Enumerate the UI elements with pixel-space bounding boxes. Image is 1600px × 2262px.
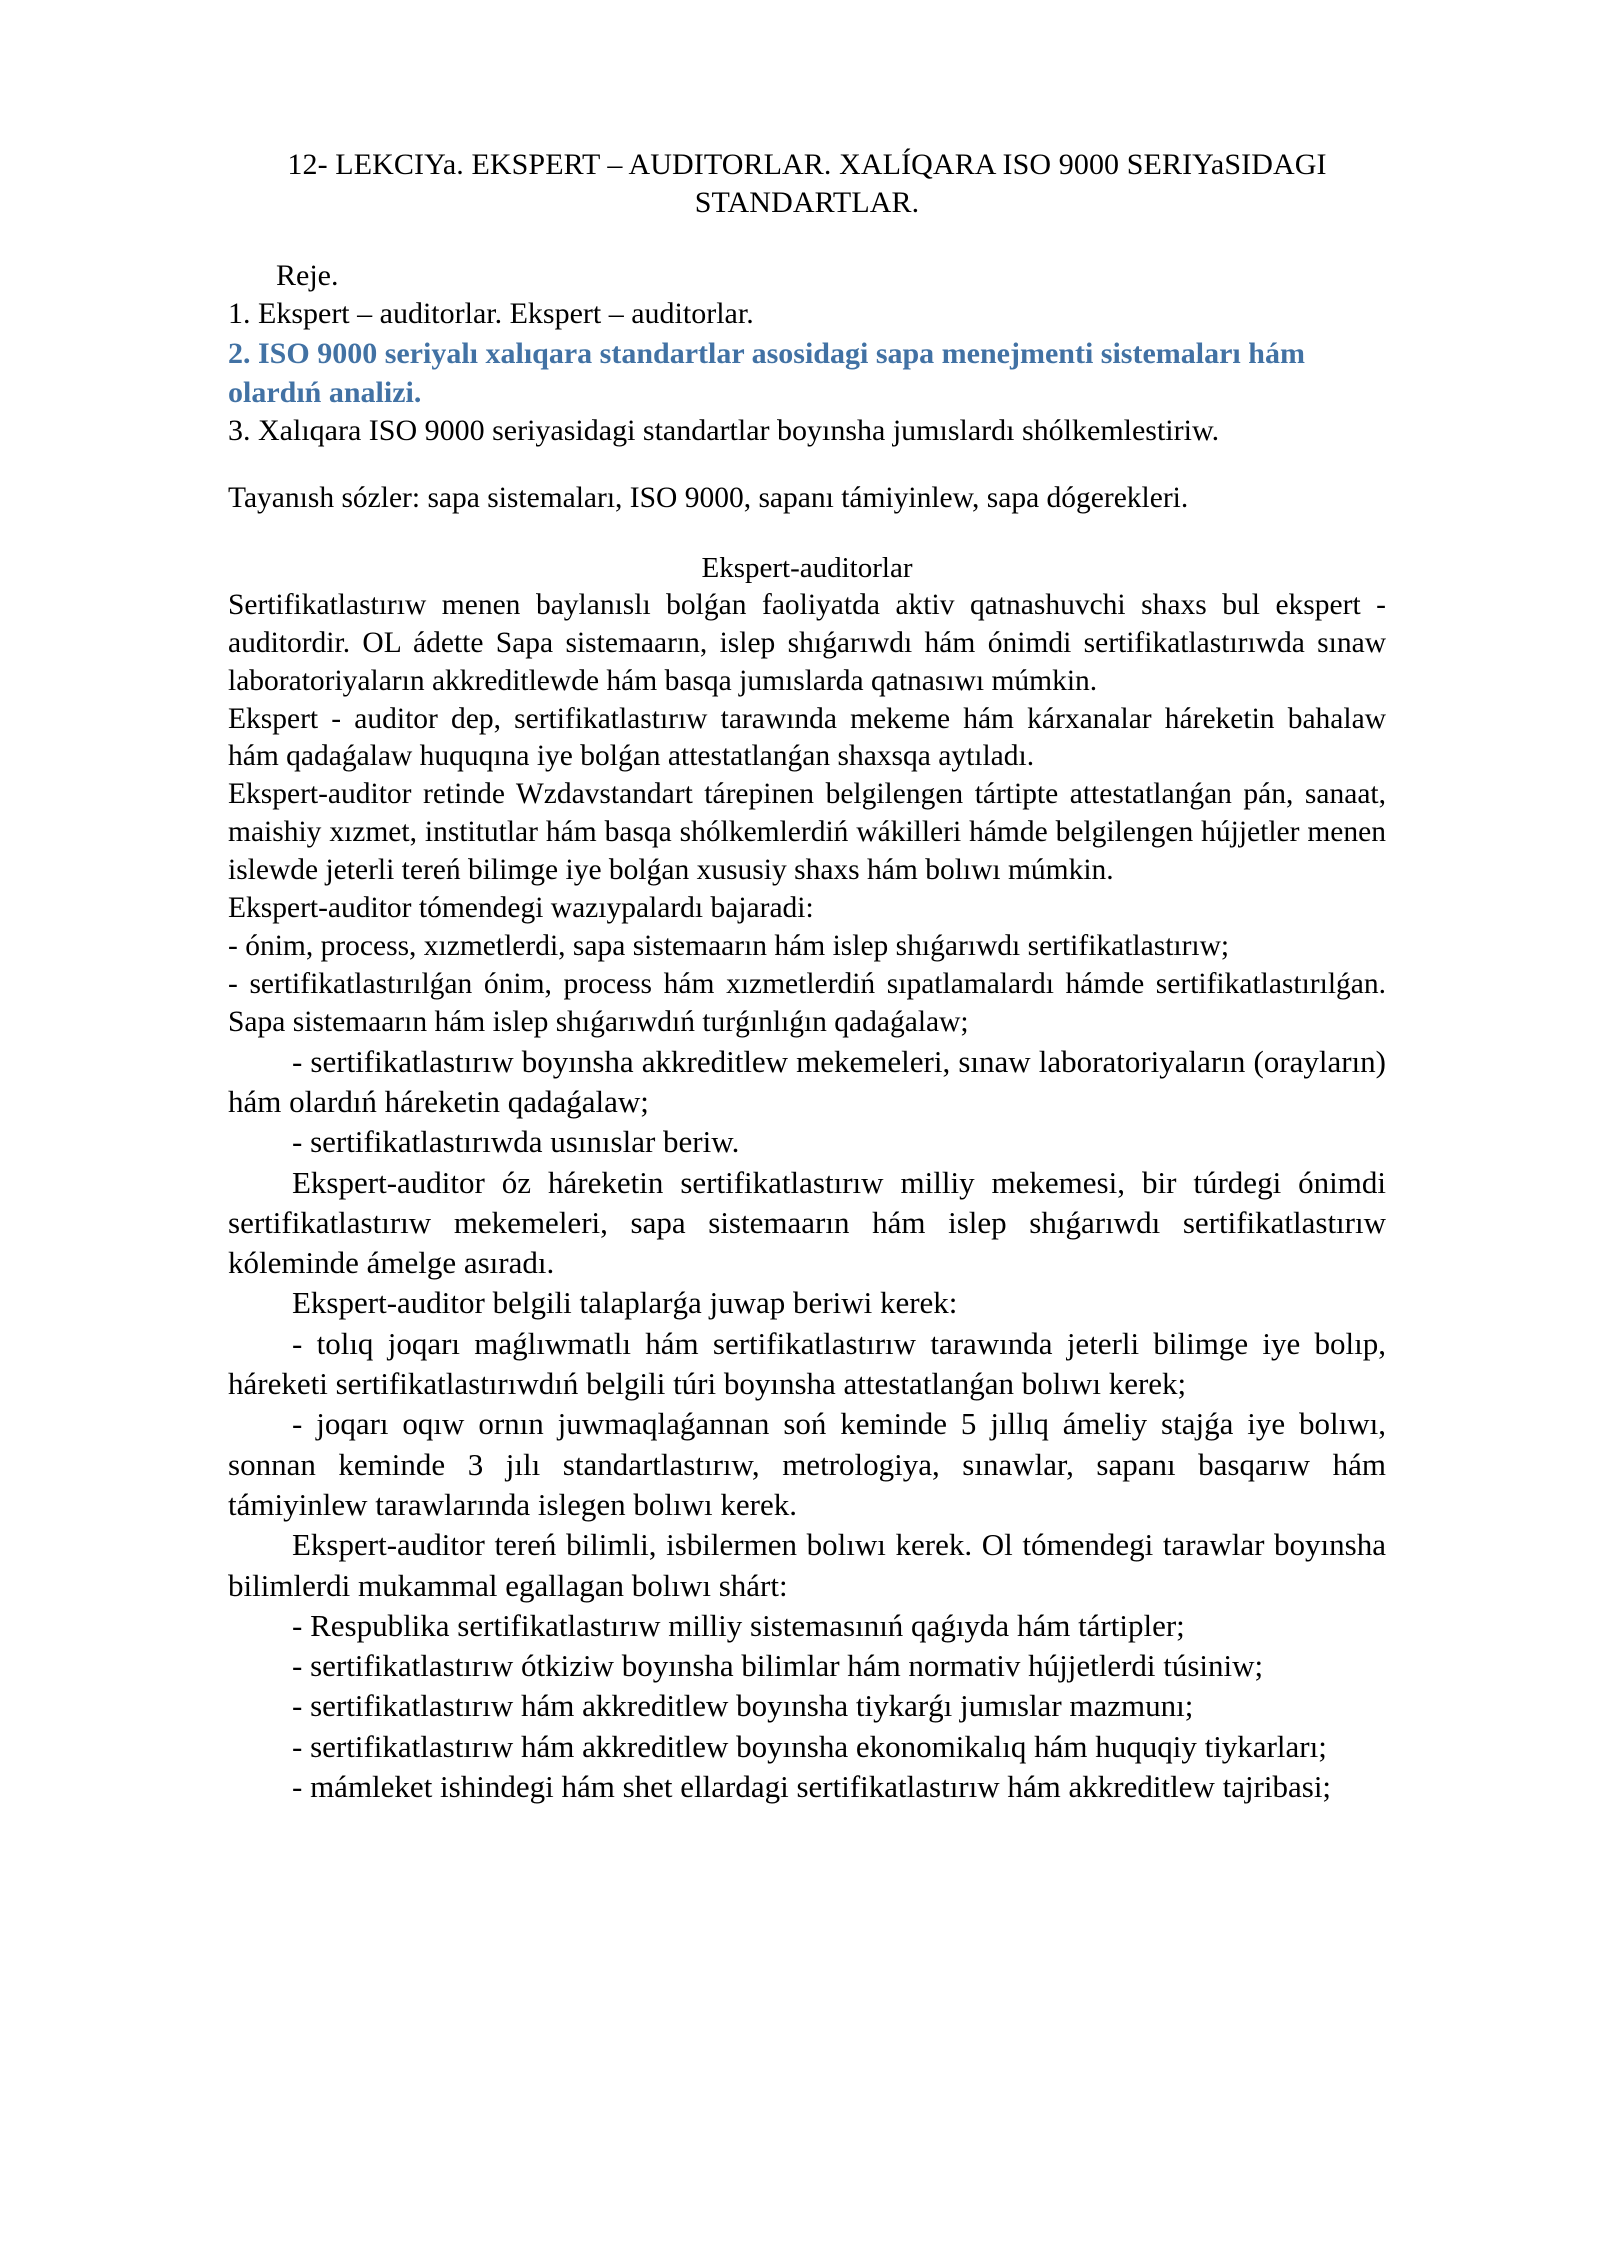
- paragraph-1: Sertifikatlastırıw menen baylanıslı bolǵan faoliyatda aktiv qatnashuvchi shaxs bul ekspert - auditordir. OL ádette Sapa sistemaarın, islep shıǵarıwdı hám ónimdi sertifikatlastırıwda sınaw laboratoriyaların akkreditlewde hám basqa jumıslarda qatnasıwı múmkin.: [228, 588, 1386, 697]
- paragraph-5: Ekspert-auditor óz háreketin sertifikatlastırıw milliy mekemesi, bir túrdegi ónimdi sertifikatlastırıw mekemeleri, sapa sistemaarın hám islep shıǵarıwdı sertifikatlastırıw kóleminde ámelge asıradı.: [228, 1164, 1386, 1281]
- paragraph-6: Ekspert-auditor belgili talaplarǵa juwap beriwi kerek:: [292, 1285, 958, 1321]
- paragraph-3: Ekspert-auditor retinde Wzdavstandart tárepinen belgilengen tártipte attestatlanǵan pán, sanaat, maishiy xızmet, institutlar hám basqa shólkemlerdiń wákilleri hámde belgilengen hújjetler menen islewde jeterli tereń bilimge iye bolǵan xususiy shaxs hám bolıwı múmkin.: [228, 778, 1386, 887]
- document-content: [228, 146, 1386, 1807]
- paragraph-4: Ekspert-auditor tómendegi wazıypalardı bajaradi:: [228, 892, 814, 925]
- spacer-before-keywords: [228, 450, 1386, 480]
- spacer-before-section: [228, 518, 1386, 550]
- keywords-line: Tayanısh sózler: sapa sistemaları, ISO 9000, sapanı támiyinlew, sapa dógerekleri.: [228, 481, 1189, 514]
- list-item-6: - joqarı oqıw ornın juwmaqlaǵannan soń keminde 5 jıllıq ámeliy stajǵa iye bolıwı, sonnan keminde 3 jılı standartlastırıw, metrologiya, sınawlar, sapanı basqarıw hám támiyinlew tarawlarında islegen bolıwı kerek.: [228, 1406, 1386, 1522]
- outline-item-1: 1. Ekspert – auditorlar. Ekspert – auditorlar.: [228, 297, 754, 331]
- paragraph-2: Ekspert - auditor dep, sertifikatlastırıw tarawında mekeme hám kárxanalar háreketin bahalaw hám qadaǵalaw huquqına iye bolǵan attestatlanǵan shaxsqa aytıladı.: [228, 702, 1386, 773]
- page-title-line-2: STANDARTLAR.: [694, 186, 920, 220]
- spacer-after-title: [228, 223, 1386, 257]
- list-item-7: - Respublika sertifikatlastırıw milliy sistemasınıń qaǵıyda hám tártipler;: [292, 1607, 1185, 1643]
- page-title-line-1: 12- LEKCIYa. EKSPERT – AUDITORLAR. XALÍQARA ISO 9000 SERIYaSIDAGI: [287, 148, 1327, 181]
- list-item-10: - sertifikatlastırıw hám akkreditlew boyınsha ekonomikalıq hám huquqiy tiykarları;: [292, 1728, 1327, 1764]
- list-item-2: - sertifikatlastırılǵan ónim, process hám xızmetlerdiń sıpatlamalardı hámde sertifikatlastırılǵan. Sapa sistemaarın hám islep shıǵarıwdıń turǵınlıǵın qadaǵalaw;: [228, 967, 1386, 1038]
- list-item-11: - mámleket ishindegi hám shet ellardagi sertifikatlastırıw hám akkreditlew tajribasi;: [292, 1769, 1332, 1805]
- outline-item-3: 3. Xalıqara ISO 9000 seriyasidagi standartlar boyınsha jumıslardı shólkemlestiriw.: [228, 413, 1220, 447]
- page-title: [228, 146, 1386, 223]
- list-item-1: - ónim, process, xızmetlerdi, sapa sistemaarın hám islep shıǵarıwdı sertifikatlastırıw;: [228, 929, 1230, 962]
- list-item-4: - sertifikatlastırıwda usınıslar beriw.: [292, 1124, 740, 1160]
- section-heading: Ekspert-auditorlar: [701, 551, 913, 584]
- list-item-8: - sertifikatlastırıw ótkiziw boyınsha bilimlar hám normativ hújjetlerdi túsiniw;: [292, 1648, 1264, 1684]
- outline-label: Reje.: [276, 258, 339, 292]
- list-item-9: - sertifikatlastırıw hám akkreditlew boyınsha tiykarǵı jumıslar mazmunı;: [292, 1688, 1194, 1724]
- list-item-3: - sertifikatlastırıw boyınsha akkreditlew mekemeleri, sınaw laboratoriyaların (orayların) hám olardıń háreketin qadaǵalaw;: [228, 1043, 1386, 1119]
- list-item-5: - tolıq joqarı maǵlıwmatlı hám sertifikatlastırıw tarawında jeterli bilimge iye bolıp, háreketi sertifikatlastırıwdıń belgili túri boyınsha attestatlanǵan bolıwı kerek;: [228, 1325, 1386, 1402]
- outline-item-2-highlighted: 2. ISO 9000 seriyalı xalıqara standartlar asosidagi sapa menejmenti sistemaları hám olardıń analizi.: [228, 336, 1305, 409]
- paragraph-7: Ekspert-auditor tereń bilimli, isbilermen bolıwı kerek. Ol tómendegi tarawlar boyınsha bilimlerdi mukammal egallagan bolıwı shárt:: [228, 1527, 1386, 1603]
